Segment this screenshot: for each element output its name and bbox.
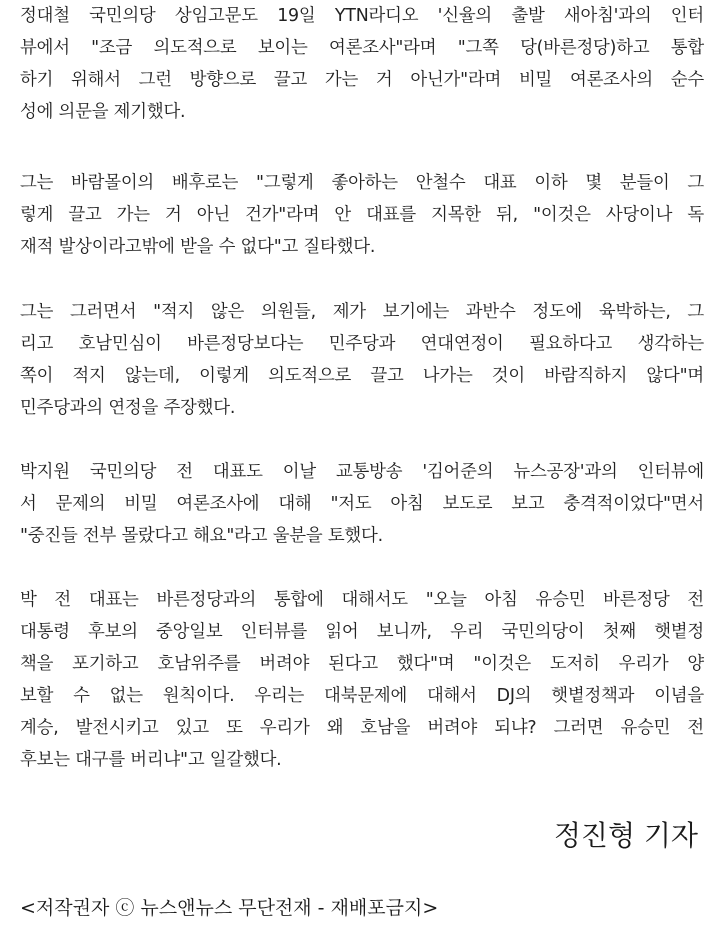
paragraph-line: 하기 위해서 그런 방향으로 끌고 가는 거 아닌가"라며 비밀 여론조사의 순수 (20, 70, 704, 90)
paragraph-line: 서 문제의 비밀 여론조사에 대해 "저도 아침 보도로 보고 충격적이었다"면서 (20, 494, 704, 514)
paragraph-line: "중진들 전부 몰랐다고 해요"라고 울분을 토했다. (20, 526, 383, 546)
paragraph-5 (20, 584, 704, 776)
paragraph-line: 성에 의문을 제기했다. (20, 102, 186, 122)
paragraph-4 (20, 456, 704, 552)
paragraph-line: 박 전 대표는 바른정당과의 통합에 대해서도 "오늘 아침 유승민 바른정당 전 (20, 590, 704, 610)
paragraph-2 (20, 167, 704, 263)
paragraph-line: 뷰에서 "조금 의도적으로 보이는 여론조사"라며 "그쪽 당(바른정당)하고 통합 (20, 38, 704, 58)
paragraph-line: 후보는 대구를 버리냐"고 일갈했다. (20, 750, 282, 770)
paragraph-line: 리고 호남민심이 바른정당보다는 민주당과 연대연정이 필요하다고 생각하는 (20, 334, 704, 354)
paragraph-line: 쪽이 적지 않는데, 이렇게 의도적으로 끌고 나가는 것이 바람직하지 않다"며 (20, 366, 704, 386)
paragraph-line: 보할 수 없는 원칙이다. 우리는 대북문제에 대해서 DJ의 햇볕정책과 이념을 (20, 686, 704, 706)
paragraph-line: 대통령 후보의 중앙일보 인터뷰를 읽어 보니까, 우리 국민의당이 첫째 햇볕정 (20, 622, 704, 642)
paragraph-line: 그는 그러면서 "적지 않은 의원들, 제가 보기에는 과반수 정도에 육박하는, 그 (20, 302, 704, 322)
reporter-byline: 정진형 기자 (553, 819, 698, 852)
paragraph-1 (20, 0, 704, 128)
paragraph-line: 계승, 발전시키고 있고 또 우리가 왜 호남을 버려야 되냐? 그러면 유승민 전 (20, 718, 704, 738)
paragraph-line: 박지원 국민의당 전 대표도 이날 교통방송 '김어준의 뉴스공장'과의 인터뷰에 (20, 462, 704, 482)
paragraph-3 (20, 296, 704, 424)
paragraph-line: 렇게 끌고 가는 거 아닌 건가"라며 안 대표를 지목한 뒤, "이것은 사당이나 독 (20, 205, 704, 225)
copyright-notice: <저작권자 ⓒ 뉴스앤뉴스 무단전재 - 재배포금지> (20, 897, 439, 919)
paragraph-line: 책을 포기하고 호남위주를 버려야 된다고 했다"며 "이것은 도저히 우리가 양 (20, 654, 704, 674)
paragraph-line: 재적 발상이라고밖에 받을 수 없다"고 질타했다. (20, 237, 376, 257)
paragraph-line: 정대철 국민의당 상임고문도 19일 YTN라디오 '신율의 출발 새아침'과의 인터 (20, 6, 704, 26)
paragraph-line: 민주당과의 연정을 주장했다. (20, 398, 236, 418)
paragraph-line: 그는 바람몰이의 배후로는 "그렇게 좋아하는 안철수 대표 이하 몇 분들이 그 (20, 173, 704, 193)
